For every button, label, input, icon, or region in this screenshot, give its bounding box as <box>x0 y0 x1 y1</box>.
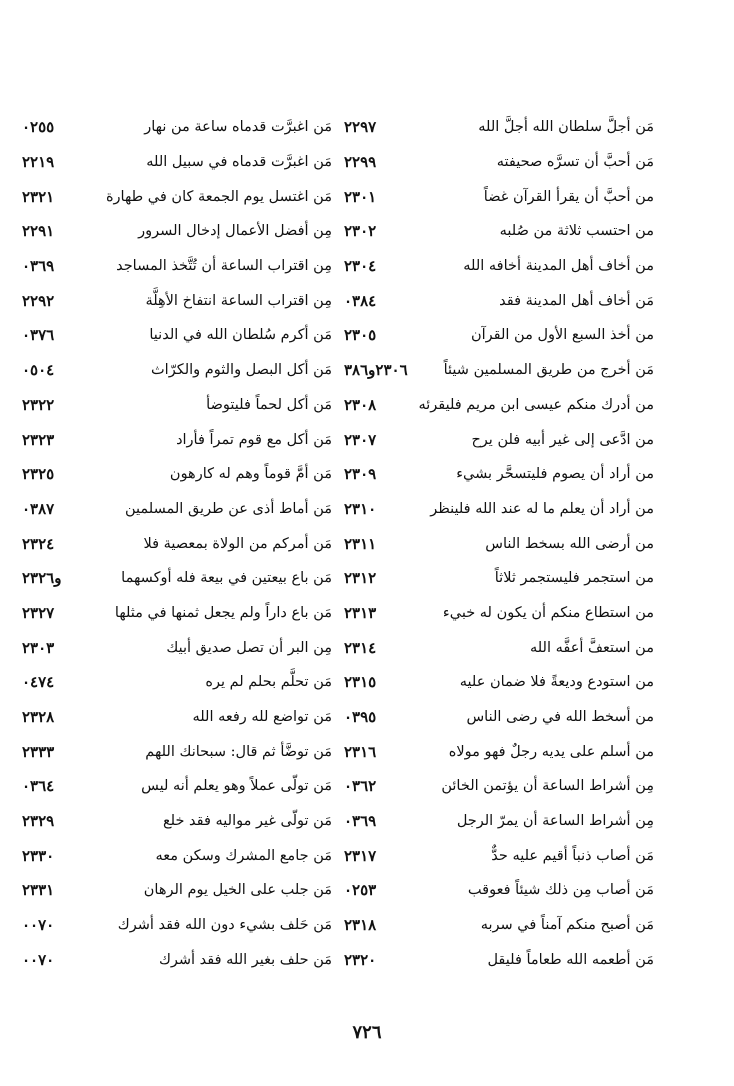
hadith-incipit: مَن تحلَّم بحلم لم يره <box>205 674 332 691</box>
hadith-number: ٠٣٦٢ <box>344 777 377 796</box>
hadith-incipit: مَن أصاب ذنباً أقيم عليه حدٌّ <box>491 847 654 864</box>
hadith-incipit: من أرضى الله بسخط الناس <box>485 535 654 552</box>
index-entry <box>22 943 332 978</box>
index-entry <box>344 422 654 457</box>
hadith-incipit: مَن أمَّ قوماً وهم له كارهون <box>169 466 332 483</box>
hadith-number: ٢٣٠١ <box>344 187 377 206</box>
hadith-incipit: مَن أكل مع قوم تمراً فأراد <box>176 431 332 448</box>
hadith-incipit: من استطاع منكم أن يكون له خبيء <box>442 604 654 621</box>
hadith-number: ٠٣٩٥ <box>344 708 377 727</box>
hadith-incipit: مَن جامع المشرك وسكن معه <box>155 847 332 864</box>
hadith-number: ٠٢٥٣ <box>344 881 377 900</box>
index-entry <box>22 422 332 457</box>
hadith-incipit: مَن أكل لحماً فليتوضأ <box>206 396 332 413</box>
index-entry <box>344 249 654 284</box>
index-entry <box>344 873 654 908</box>
hadith-number: ٢٣٠٧ <box>344 430 377 449</box>
hadith-incipit: من ادَّعى إلى غير أبيه فلن يرح <box>471 431 654 448</box>
hadith-number: ٢٣٢٨ <box>22 708 55 727</box>
hadith-number: ٠٠٧٠ <box>22 916 55 935</box>
hadith-incipit: مِن اقتراب الساعة انتفاخ الأهِلَّة <box>145 292 332 309</box>
hadith-number: ٠٣٨٤ <box>344 291 377 310</box>
hadith-incipit: مَن توضَّأ ثم قال: سبحانك اللهم <box>145 743 332 760</box>
index-entry <box>344 665 654 700</box>
hadith-number: ٢٣٢١ <box>22 187 55 206</box>
hadith-incipit: من أدرك منكم عيسى ابن مريم فليقرئه <box>418 396 654 413</box>
hadith-number: ٢٣١٣ <box>344 603 377 622</box>
hadith-number: ٠٣٦٩ <box>344 812 377 831</box>
hadith-incipit: مَن أماط أذى عن طريق المسلمين <box>124 500 332 517</box>
hadith-incipit: مِن أشراط الساعة أن يمرّ الرجل <box>456 813 654 830</box>
hadith-number: ٢٢٩١ <box>22 222 55 241</box>
hadith-incipit: مِن اقتراب الساعة أن تُتَّخذ المساجد <box>116 258 332 275</box>
hadith-number: ٢٣١٤ <box>344 638 377 657</box>
hadith-incipit: من أراد أن يصوم فليتسحَّر بشيء <box>456 466 654 483</box>
index-entry <box>22 838 332 873</box>
index-entry <box>22 179 332 214</box>
index-entry <box>22 249 332 284</box>
hadith-incipit: مَن تواضع لله رفعه الله <box>192 709 332 726</box>
index-entry <box>22 561 332 596</box>
hadith-incipit: مِن أشراط الساعة أن يؤتمن الخائن <box>441 778 654 795</box>
page-number: ٧٢٦ <box>352 1022 382 1043</box>
hadith-incipit: من استودع وديعةً فلا ضمان عليه <box>459 674 654 691</box>
index-entry <box>344 492 654 527</box>
hadith-number: ٠٤٧٤ <box>22 673 55 692</box>
hadith-incipit: من احتسب ثلاثة من صُلبه <box>499 223 654 240</box>
hadith-number: ٠٥٠٤ <box>22 361 55 380</box>
index-entry <box>22 700 332 735</box>
index-entry <box>344 700 654 735</box>
index-entry <box>22 353 332 388</box>
hadith-incipit: مَن تولّى غير مواليه فقد خلع <box>162 813 332 830</box>
index-column-right <box>344 110 654 977</box>
hadith-number: ٢٣٠٣ <box>22 638 55 657</box>
hadith-incipit: مِن البر أن تصل صديق أبيك <box>166 639 332 656</box>
index-entry <box>22 283 332 318</box>
index-column-left <box>22 110 332 977</box>
index-entry <box>22 630 332 665</box>
hadith-number: ٠٢٥٥ <box>22 118 55 137</box>
hadith-number: ٢٣٠٤ <box>344 257 377 276</box>
index-entry <box>22 665 332 700</box>
hadith-incipit: مَن أكل البصل والثوم والكرّاث <box>151 362 332 379</box>
hadith-incipit: مَن أصبح منكم آمناً في سربه <box>480 917 654 934</box>
hadith-incipit: مَن باع بيعتين في بيعة فله أوكسهما <box>121 570 332 587</box>
hadith-number: ٢٢٩٧ <box>344 118 377 137</box>
hadith-number: ٢٢١٩ <box>22 153 55 172</box>
hadith-number: ٢٣١٦ <box>344 742 377 761</box>
hadith-number: ٢٣٢٩ <box>22 812 55 831</box>
hadith-number: ٢٣١٨ <box>344 916 377 935</box>
index-entry <box>344 353 654 388</box>
hadith-number: ٠٣٦٩ <box>22 257 55 276</box>
index-entry <box>22 873 332 908</box>
hadith-incipit: مَن اغتسل يوم الجمعة كان في طهارة <box>105 188 332 205</box>
hadith-number: ٢٣٠٦و٣٨٦ <box>344 361 408 380</box>
index-entry <box>22 734 332 769</box>
hadith-incipit: مَن باع داراً ولم يجعل ثمنها في مثلها <box>114 604 332 621</box>
hadith-incipit: مَن أحبَّ أن تسرَّه صحيفته <box>496 154 654 171</box>
hadith-number: ٢٣٣٠ <box>22 846 55 865</box>
hadith-number: ٢٣٠٨ <box>344 395 377 414</box>
hadith-number: و٢٣٢٦ <box>22 569 62 588</box>
index-entry <box>344 214 654 249</box>
hadith-number: ٢٣٢٧ <box>22 603 55 622</box>
index-entry <box>22 110 332 145</box>
hadith-number: ٢٣٠٩ <box>344 465 377 484</box>
hadith-incipit: من أحبَّ أن يقرأ القرآن غضاً <box>483 188 654 205</box>
hadith-incipit: مَن اغبرَّت قدماه في سبيل الله <box>146 154 332 171</box>
hadith-number: ٢٢٩٩ <box>344 153 377 172</box>
hadith-number: ٢٣٠٥ <box>344 326 377 345</box>
index-entry <box>344 110 654 145</box>
hadith-incipit: من أخاف أهل المدينة أخافه الله <box>463 258 654 275</box>
hadith-incipit: من استجمر فليستجمر ثلاثاً <box>494 570 654 587</box>
index-entry <box>344 734 654 769</box>
hadith-number: ٢٣٢٤ <box>22 534 55 553</box>
index-columns <box>22 110 654 977</box>
index-entry <box>344 318 654 353</box>
hadith-number: ٢٣١٥ <box>344 673 377 692</box>
index-entry <box>22 492 332 527</box>
index-entry <box>22 596 332 631</box>
hadith-incipit: مَن حلف بغير الله فقد أشرك <box>158 951 332 968</box>
index-entry <box>22 145 332 180</box>
hadith-incipit: مَن تولّى عملاً وهو يعلم أنه ليس <box>141 778 332 795</box>
index-entry <box>22 804 332 839</box>
hadith-number: ٢٢٩٢ <box>22 291 55 310</box>
hadith-number: ٢٣١٢ <box>344 569 377 588</box>
hadith-number: ٢٣٢٥ <box>22 465 55 484</box>
hadith-incipit: من أراد أن يعلم ما له عند الله فلينظر <box>430 500 654 517</box>
hadith-incipit: مَن أكرم سُلطان الله في الدنيا <box>149 327 332 344</box>
index-entry <box>22 457 332 492</box>
hadith-number: ٢٣٢٣ <box>22 430 55 449</box>
hadith-incipit: من أسخط الله في رضى الناس <box>466 709 654 726</box>
index-entry <box>344 769 654 804</box>
index-entry <box>344 838 654 873</box>
index-entry <box>22 318 332 353</box>
index-entry <box>22 526 332 561</box>
hadith-number: ٢٣٢٢ <box>22 395 55 414</box>
hadith-number: ٠٣٨٧ <box>22 499 55 518</box>
hadith-number: ٢٣٣١ <box>22 881 55 900</box>
index-entry <box>344 596 654 631</box>
hadith-number: ٢٣١٠ <box>344 499 377 518</box>
index-entry <box>344 283 654 318</box>
hadith-incipit: من استعفَّ أعفَّه الله <box>529 639 654 656</box>
index-entry <box>344 457 654 492</box>
hadith-incipit: مَن جلب على الخيل يوم الرهان <box>143 882 332 899</box>
hadith-incipit: مَن أمركم من الولاة بمعصية فلا <box>143 535 332 552</box>
hadith-number: ٢٣١١ <box>344 534 377 553</box>
index-entry <box>22 388 332 423</box>
index-entry <box>344 388 654 423</box>
index-entry <box>344 908 654 943</box>
hadith-number: ٢٣١٧ <box>344 846 377 865</box>
hadith-number: ٠٣٧٦ <box>22 326 55 345</box>
index-entry <box>344 630 654 665</box>
hadith-incipit: مَن أطعمه الله طعاماً فليقل <box>487 951 654 968</box>
hadith-number: ٠٣٦٤ <box>22 777 55 796</box>
hadith-number: ٢٣٠٢ <box>344 222 377 241</box>
index-entry <box>22 214 332 249</box>
hadith-number: ٢٣٣٣ <box>22 742 55 761</box>
hadith-incipit: مَن أخرج من طريق المسلمين شيئاً <box>443 362 654 379</box>
index-entry <box>344 943 654 978</box>
index-entry <box>22 908 332 943</box>
hadith-incipit: من أخذ السبع الأول من القرآن <box>470 327 654 344</box>
hadith-incipit: مَن أخاف أهل المدينة فقد <box>499 292 654 309</box>
index-entry <box>344 145 654 180</box>
hadith-incipit: مَن أصاب مِن ذلك شيئاً فعوقب <box>467 882 654 899</box>
hadith-incipit: مَن حَلف بشيء دون الله فقد أشرك <box>117 917 332 934</box>
hadith-number: ٠٠٧٠ <box>22 950 55 969</box>
index-entry <box>344 561 654 596</box>
hadith-incipit: من أسلم على يديه رجلٌ فهو مولاه <box>448 743 654 760</box>
hadith-incipit: مَن أجلَّ سلطان الله أجلَّ الله <box>478 119 654 136</box>
index-entry <box>344 804 654 839</box>
index-entry <box>22 769 332 804</box>
hadith-incipit: مَن اغبرَّت قدماه ساعة من نهار <box>144 119 332 136</box>
index-entry <box>344 526 654 561</box>
hadith-incipit: مِن أفضل الأعمال إدخال السرور <box>138 223 332 240</box>
hadith-number: ٢٣٢٠ <box>344 950 377 969</box>
index-entry <box>344 179 654 214</box>
